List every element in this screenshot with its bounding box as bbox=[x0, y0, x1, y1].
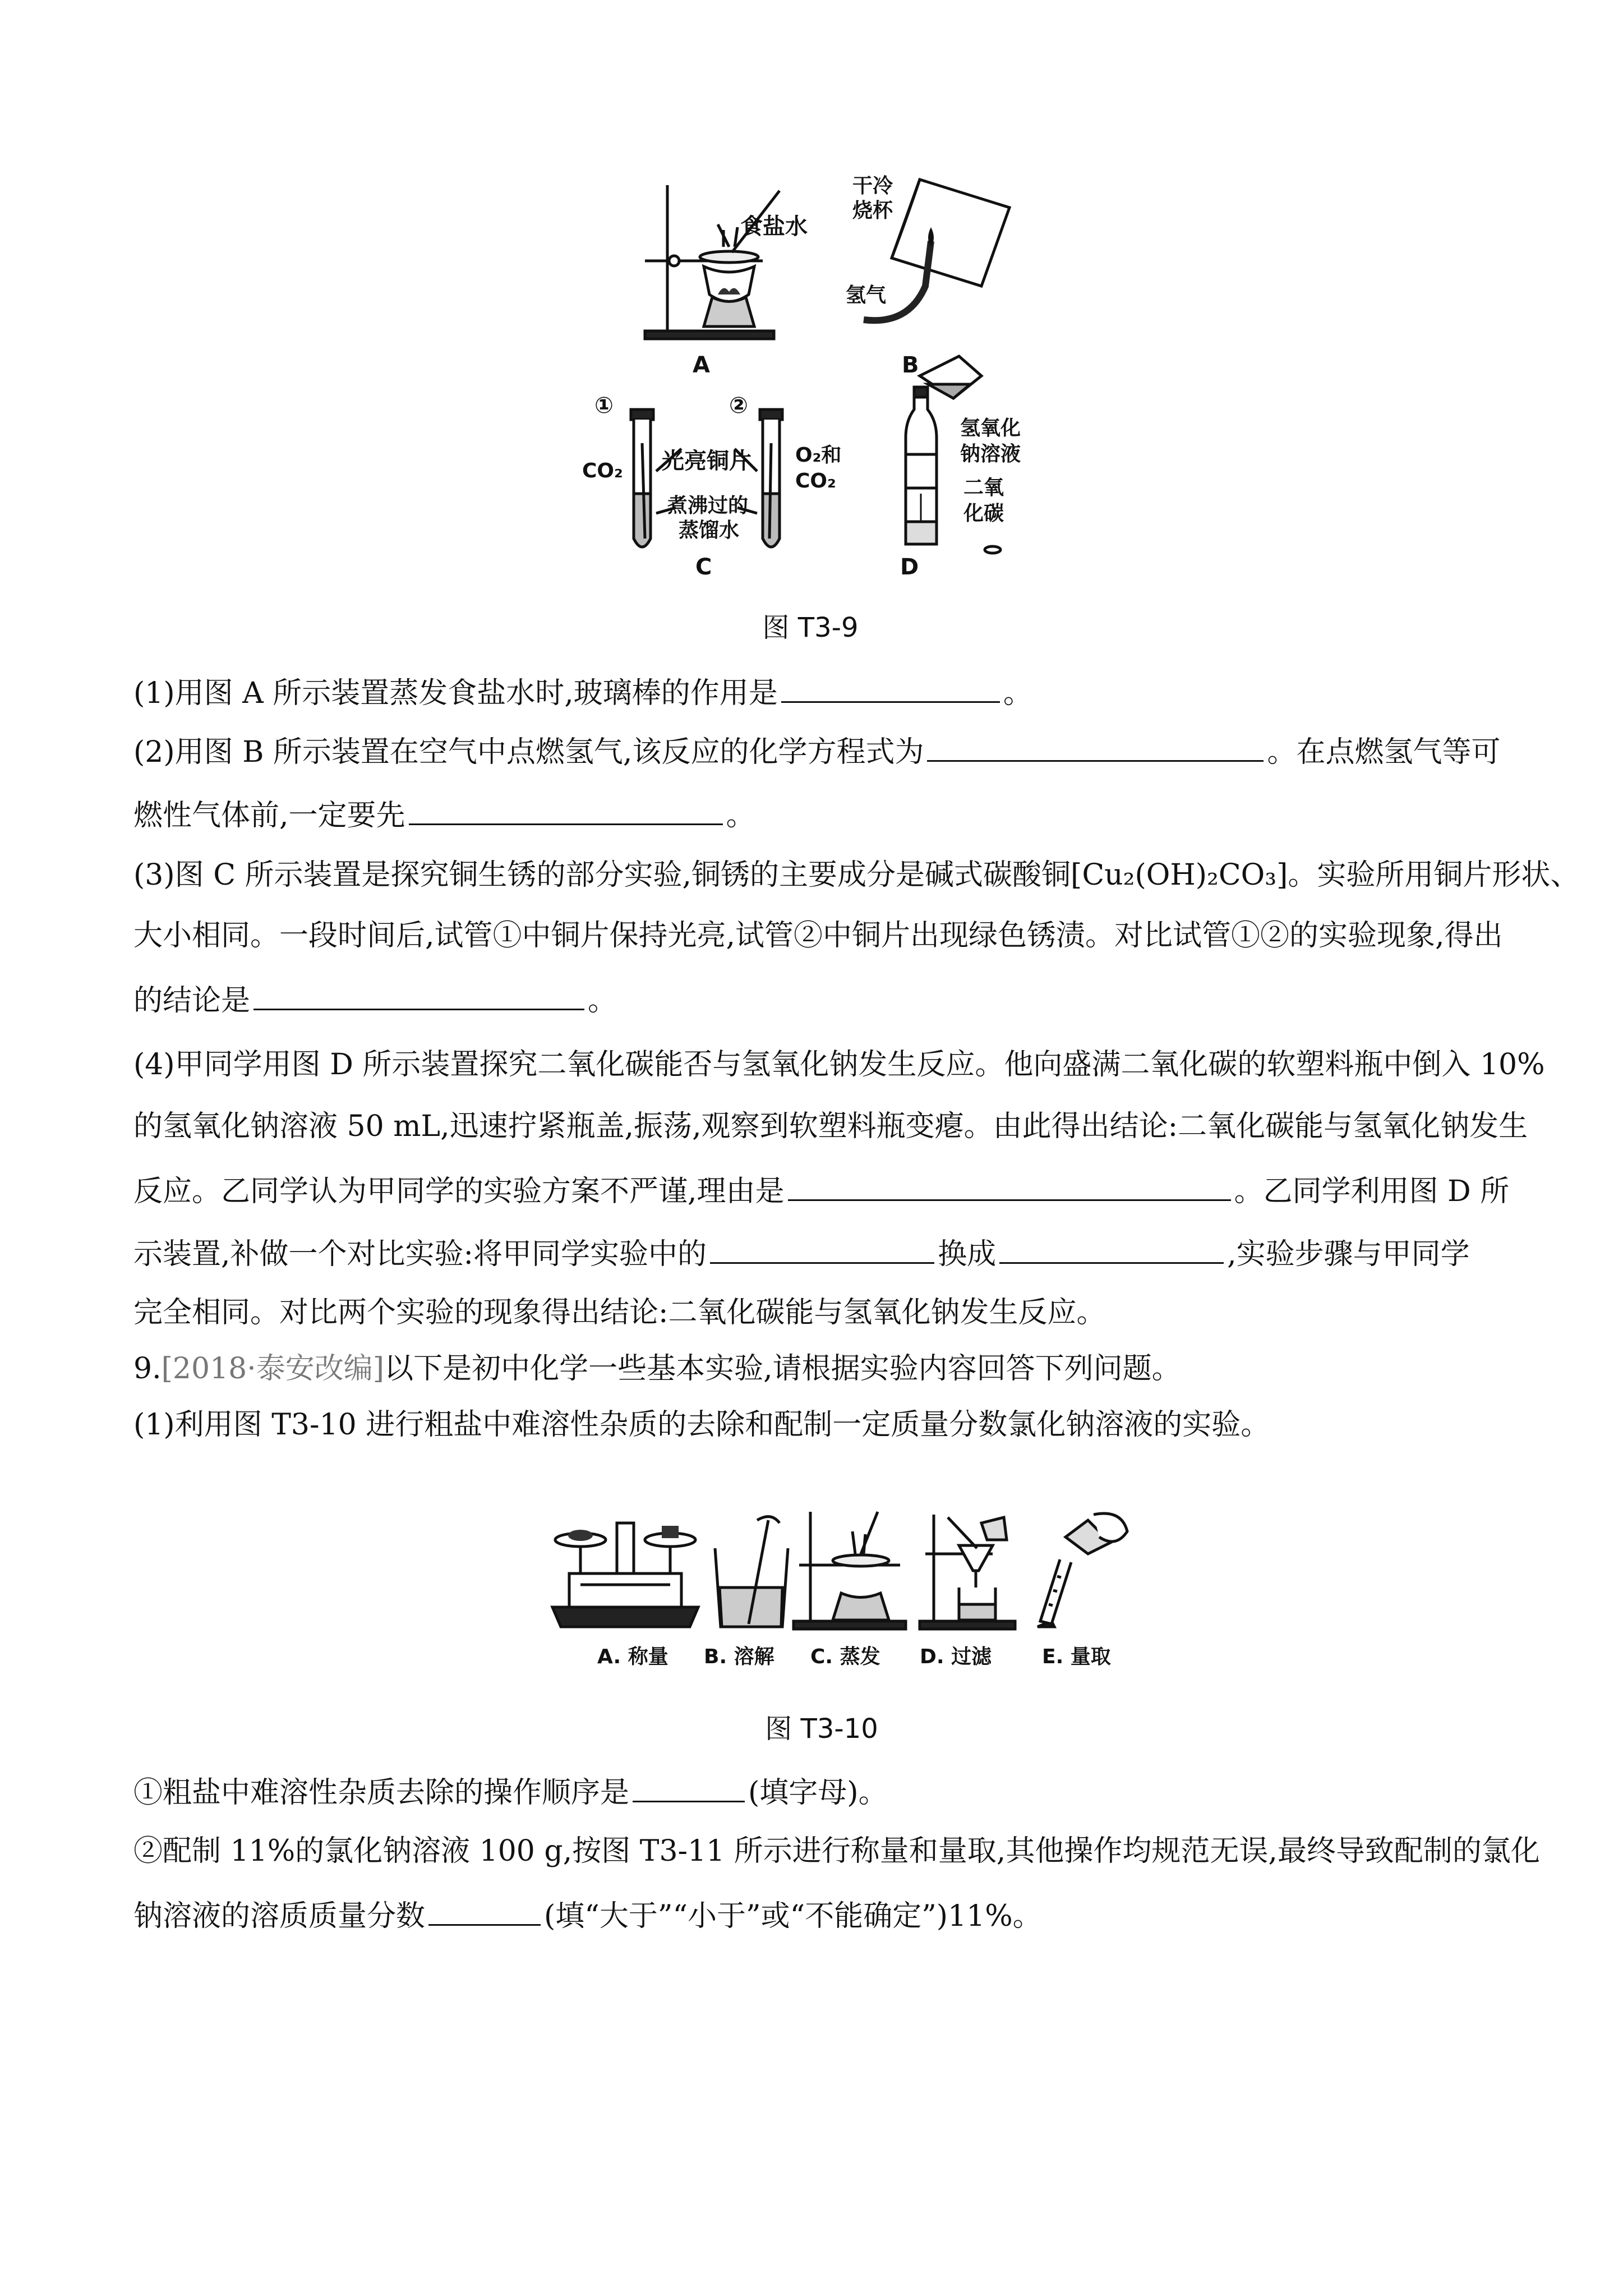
figure-t3-9-caption: 图 T3-9 bbox=[762, 612, 859, 643]
step-c-evaporating-label: C. 蒸发 bbox=[810, 1645, 880, 1668]
q8-part1-blank[interactable] bbox=[781, 673, 1000, 703]
panel-c-letter: C bbox=[695, 554, 712, 580]
co2-label: CO₂ bbox=[582, 459, 623, 482]
q9-source: [2018·泰安改编] bbox=[161, 1352, 385, 1386]
salt-water-label: 食盐水 bbox=[740, 214, 808, 240]
bright-copper-label: 光亮铜片 bbox=[662, 448, 751, 474]
q8-part3-line2: 大小相同。一段时间后,试管①中铜片保持光亮,试管②中铜片出现绿色锈渍。对比试管①②的实验现象,得出 bbox=[133, 919, 1503, 953]
panel-a-letter: A bbox=[693, 352, 710, 378]
q8-part3-conclusion-blank[interactable] bbox=[253, 981, 584, 1010]
step-b-dissolving-label: B. 溶解 bbox=[704, 1645, 774, 1668]
q9-part1: (1)利用图 T3-10 进行粗盐中难溶性杂质的去除和配制一定质量分数氯化钠溶液的实验。 bbox=[133, 1408, 1270, 1442]
q9-sub2-line2: 钠溶液的溶质质量分数 (填“大于”“小于”或“不能确定”)11%。 bbox=[133, 1896, 1491, 1933]
dissolving-beaker-diagram bbox=[709, 1515, 794, 1632]
q8-part2-before-ignite-blank[interactable] bbox=[409, 795, 723, 825]
figure-t3-10-caption: 图 T3-10 bbox=[765, 1713, 878, 1745]
q8-part4-line1: (4)甲同学用图 D 所示装置探究二氧化碳能否与氢氧化钠发生反应。他向盛满二氧化碳的软塑料瓶中倒入 10% bbox=[133, 1048, 1545, 1082]
q8-part2-equation-blank[interactable] bbox=[927, 732, 1264, 762]
o2-co2-label-line2: CO₂ bbox=[795, 470, 836, 493]
q8-part4-line4: 示装置,补做一个对比实验:将甲同学实验中的 换成 ,实验步骤与甲同学 bbox=[133, 1234, 1491, 1271]
step-e-measuring-label: E. 量取 bbox=[1042, 1645, 1111, 1668]
tube-1-label: ① bbox=[594, 393, 614, 418]
measuring-cylinder-diagram bbox=[1026, 1503, 1133, 1632]
q8-part3-line3: 的结论是 。 bbox=[133, 981, 1491, 1018]
naoh-solution-label-line1: 氢氧化 bbox=[960, 417, 1021, 440]
q8-part4-line2: 的氢氧化钠溶液 50 mL,迅速拧紧瓶盖,振荡,观察到软塑料瓶变瘪。由此得出结论:二氧化碳能与氢氧化钠发生 bbox=[133, 1110, 1528, 1143]
q9-stem: 9.[2018·泰安改编]以下是初中化学一些基本实验,请根据实验内容回答下列问题。 bbox=[133, 1352, 1181, 1386]
q8-part2-line2: 燃性气体前,一定要先 。 bbox=[133, 795, 1491, 832]
naoh-solution-label-line2: 钠溶液 bbox=[960, 443, 1021, 466]
evaporation-apparatus-diagram bbox=[634, 180, 819, 342]
q9-sub1-order-blank[interactable] bbox=[633, 1773, 745, 1802]
filtering-funnel-diagram bbox=[914, 1515, 1021, 1632]
q9-sub1: ①粗盐中难溶性杂质去除的操作顺序是 (填字母)。 bbox=[133, 1773, 1491, 1810]
step-a-weighing-label: A. 称量 bbox=[597, 1645, 668, 1668]
q8-part4-replace-from-blank[interactable] bbox=[710, 1234, 934, 1264]
panel-d-letter: D bbox=[900, 554, 919, 580]
weighing-balance-diagram bbox=[547, 1512, 704, 1630]
evaporating-dish-diagram bbox=[788, 1509, 911, 1632]
co2-bottle-label-line2: 化碳 bbox=[963, 502, 1004, 525]
dry-cold-beaker-label-line2: 烧杯 bbox=[852, 199, 893, 222]
q8-part4-line5: 完全相同。对比两个实验的现象得出结论:二氧化碳能与氢氧化钠发生反应。 bbox=[133, 1296, 1106, 1329]
co2-bottle-label-line1: 二氧 bbox=[963, 476, 1004, 499]
hydrogen-label: 氢气 bbox=[846, 284, 887, 307]
q8-part3-line1: (3)图 C 所示装置是探究铜生锈的部分实验,铜锈的主要成分是碱式碳酸铜[Cu₂(OH)₂CO₃]。实验所用铜片形状、 bbox=[133, 858, 1580, 892]
step-d-filtering-label: D. 过滤 bbox=[920, 1645, 992, 1668]
q8-part1: (1)用图 A 所示装置蒸发食盐水时,玻璃棒的作用是 。 bbox=[133, 673, 1491, 710]
panel-b-letter: B bbox=[902, 352, 919, 378]
q9-sub2-comparison-blank[interactable] bbox=[428, 1896, 541, 1926]
q9-sub2-line1: ②配制 11%的氯化钠溶液 100 g,按图 T3-11 所示进行称量和量取,其他操作均规范无误,最终导致配制的氯化 bbox=[133, 1834, 1540, 1868]
tube-2-label: ② bbox=[729, 393, 748, 418]
boiled-water-label-line1: 煮沸过的 bbox=[667, 494, 749, 517]
dry-cold-beaker-label-line1: 干冷 bbox=[852, 174, 893, 197]
q8-part4-reason-blank[interactable] bbox=[788, 1171, 1231, 1201]
o2-co2-label-line1: O₂和 bbox=[795, 444, 842, 467]
q8-part4-line3: 反应。乙同学认为甲同学的实验方案不严谨,理由是 。乙同学利用图 D 所 bbox=[133, 1171, 1491, 1208]
q8-part2-line1: (2)用图 B 所示装置在空气中点燃氢气,该反应的化学方程式为 。在点燃氢气等可 bbox=[133, 732, 1491, 769]
boiled-water-label-line2: 蒸馏水 bbox=[679, 519, 740, 542]
q8-part4-replace-to-blank[interactable] bbox=[999, 1234, 1224, 1264]
